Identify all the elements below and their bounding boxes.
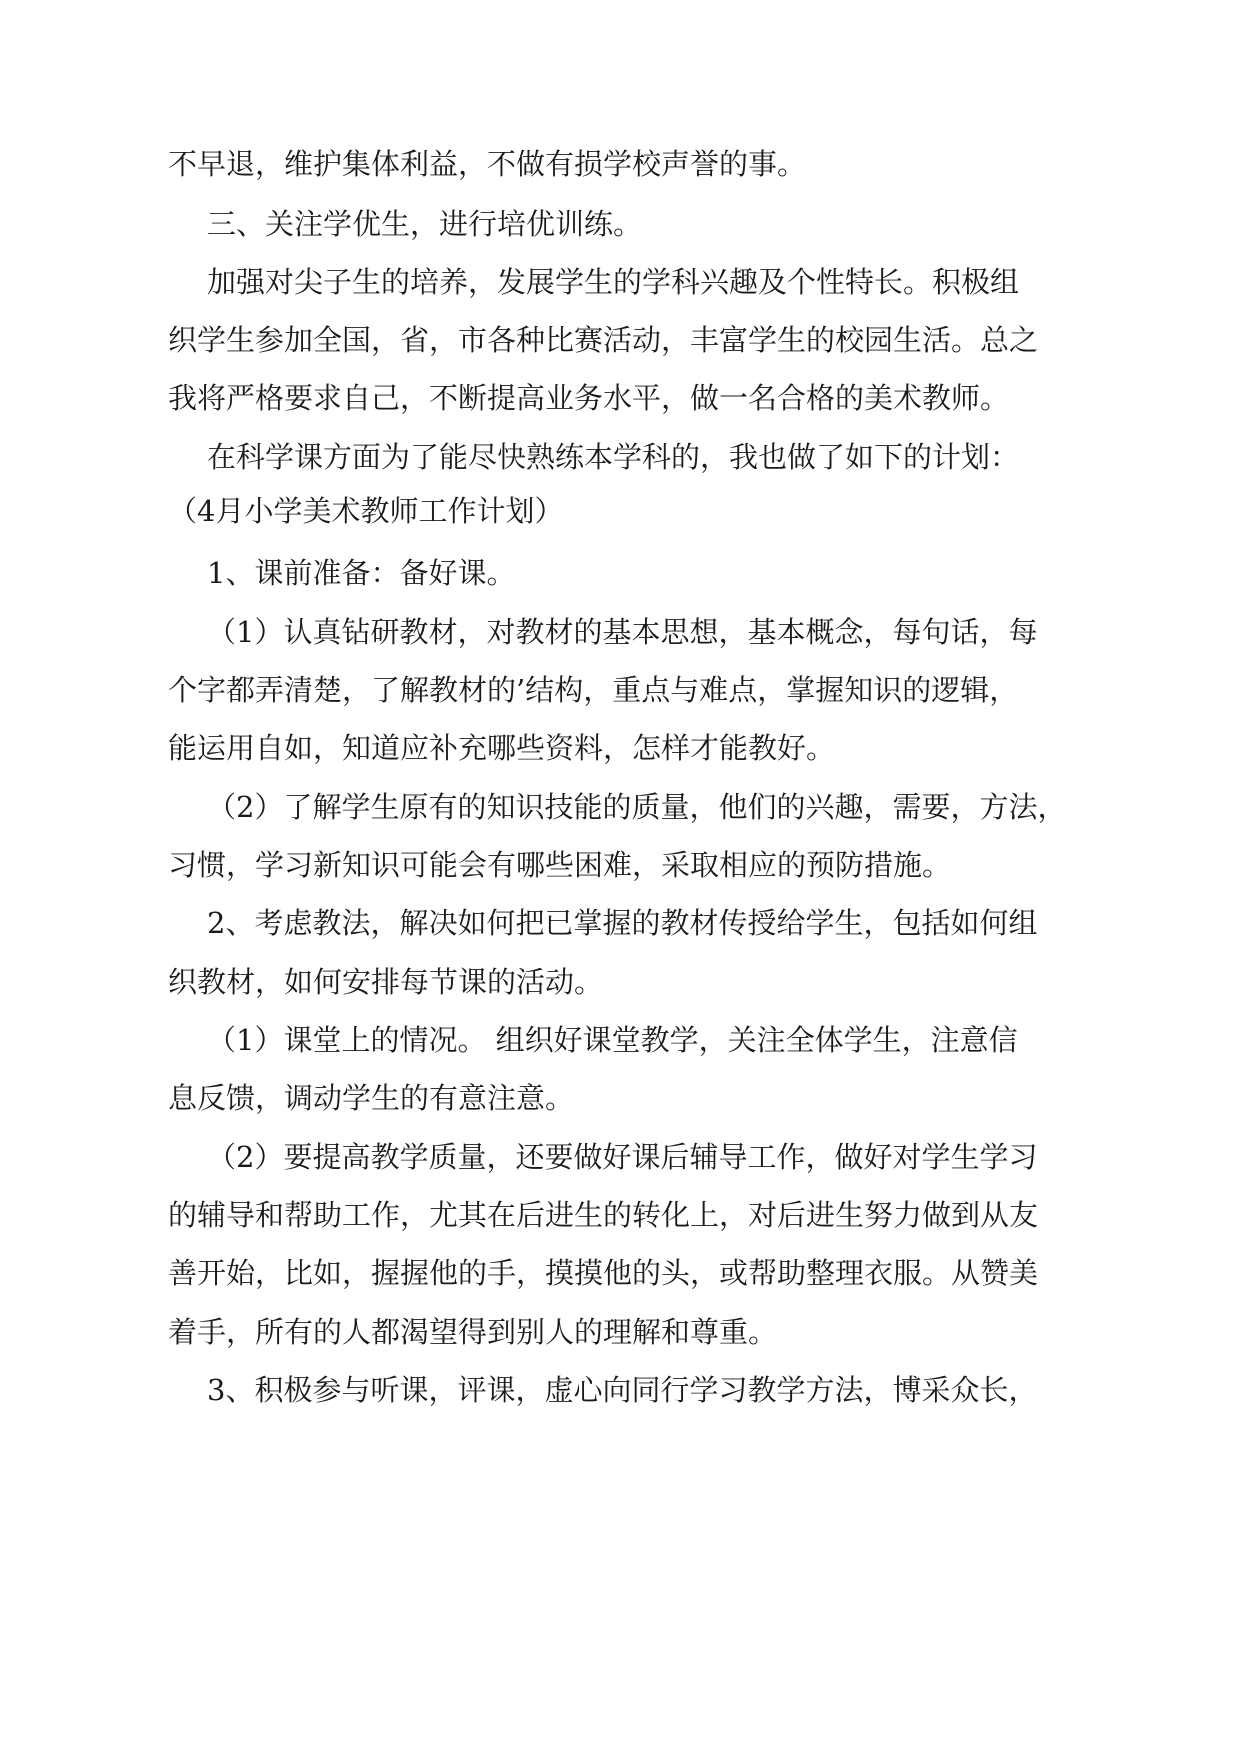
text-line: 2、考虑教法，解决如何把已掌握的教材传授给学生，包括如何组	[207, 906, 1038, 940]
text-line: 个字都弄清楚，了解教材的’结构，重点与难点，掌握知识的逻辑，	[168, 673, 1019, 707]
text-line: （2）要提高教学质量，还要做好课后辅导工作，做好对学生学习	[207, 1140, 1038, 1174]
text-line: （2）了解学生原有的知识技能的质量，他们的兴趣，需要，方法，	[207, 790, 1067, 824]
text-line: 息反馈，调动学生的有意注意。	[168, 1081, 575, 1115]
text-line: 不早退，维护集体利益，不做有损学校声誉的事。	[168, 147, 807, 181]
section-heading: 三、关注学优生，进行培优训练。	[207, 207, 643, 241]
text-line: （1）课堂上的情况。 组织好课堂教学，关注全体学生，注意信	[207, 1023, 1018, 1057]
text-line: 在科学课方面为了能尽快熟练本学科的，我也做了如下的计划：	[207, 440, 1020, 474]
text-line: 织学生参加全国，省，市各种比赛活动，丰富学生的校园生活。总之	[168, 323, 1039, 357]
text-line: 加强对尖子生的培养，发展学生的学科兴趣及个性特长。积极组	[207, 265, 1020, 299]
text-line: 我将严格要求自己，不断提高业务水平，做一名合格的美术教师。	[168, 381, 1010, 415]
text-line: （1）认真钻研教材，对教材的基本思想，基本概念，每句话，每	[207, 615, 1038, 649]
text-line: 1、课前准备：备好课。	[207, 556, 516, 590]
text-line: 着手，所有的人都渴望得到别人的理解和尊重。	[168, 1315, 778, 1349]
text-line: 3、积极参与听课，评课，虚心向同行学习教学方法，博采众长，	[207, 1373, 1038, 1407]
text-line: 能运用自如，知道应补充哪些资料，怎样才能教好。	[168, 731, 836, 765]
text-line: （4月小学美术教师工作计划）	[168, 494, 564, 528]
text-line: 的辅导和帮助工作，尤其在后进生的转化上，对后进生努力做到从友	[168, 1198, 1039, 1232]
text-line: 善开始，比如，握握他的手，摸摸他的头，或帮助整理衣服。从赞美	[168, 1256, 1039, 1290]
text-line: 织教材，如何安排每节课的活动。	[168, 965, 604, 999]
text-line: 习惯，学习新知识可能会有哪些困难，采取相应的预防措施。	[168, 848, 952, 882]
